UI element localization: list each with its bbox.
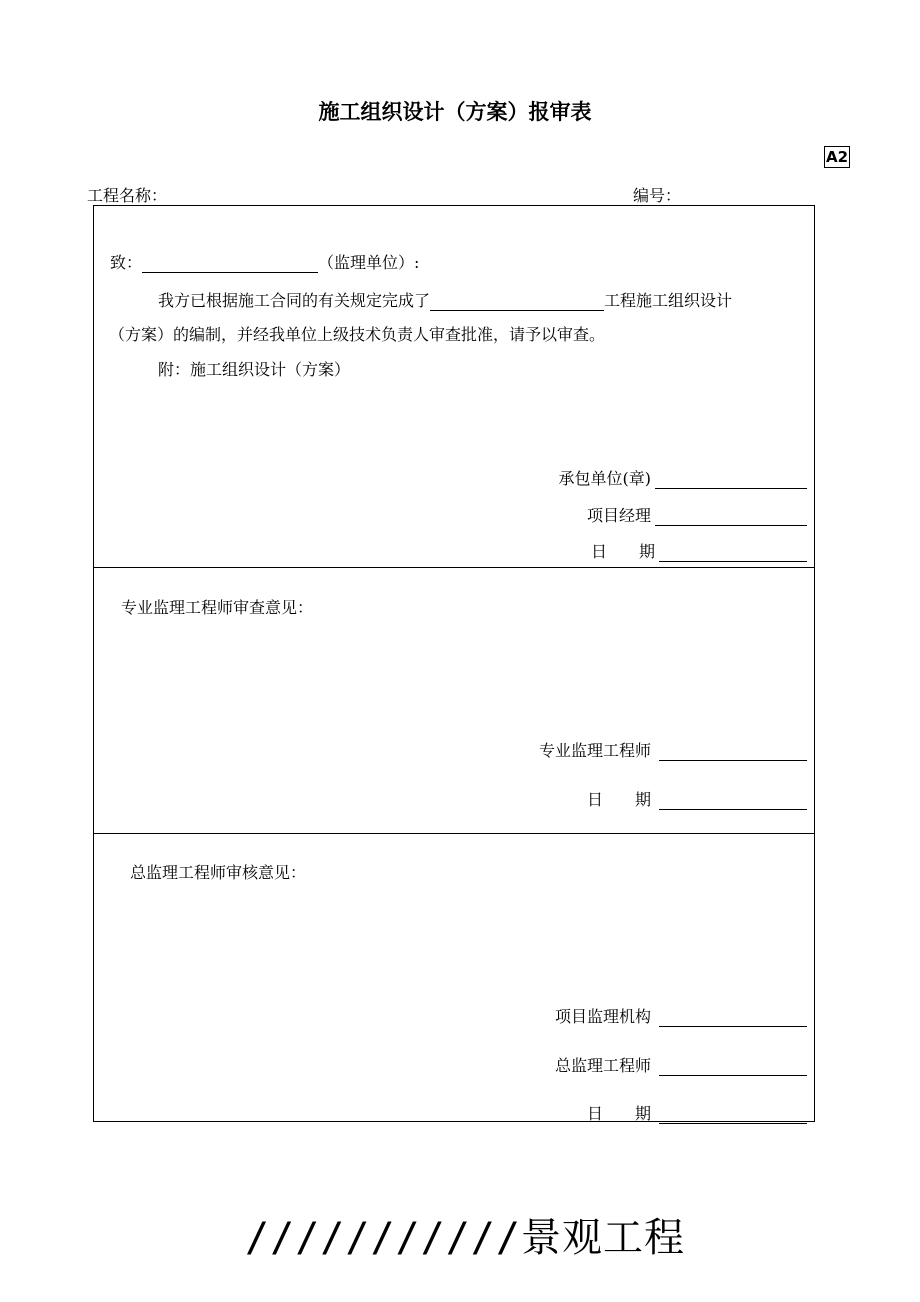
project-name-field[interactable] — [167, 187, 493, 206]
chief-signature-row — [555, 1053, 807, 1076]
form-code-badge: A2 — [826, 148, 849, 166]
body-line-2: （方案）的编制，并经我单位上级技术负责人审查批准，请予以审查。 — [109, 325, 606, 344]
attachment-line: 附：施工组织设计（方案） — [158, 360, 351, 379]
pm-label: 项目经理 — [586, 506, 651, 525]
number-row — [633, 183, 765, 206]
org-signature-row — [555, 1004, 807, 1027]
section-divider-1 — [93, 567, 815, 568]
body-line-1 — [158, 288, 732, 311]
date-row-1 — [591, 539, 807, 562]
page-title: 施工组织设计（方案）报审表 — [318, 99, 592, 124]
footer-slashes: /////////// — [245, 1215, 521, 1261]
date-row-2 — [587, 787, 807, 810]
project-name-row — [87, 183, 493, 206]
project-field[interactable] — [430, 292, 604, 311]
number-field[interactable] — [681, 187, 765, 206]
footer-banner — [0, 1206, 920, 1263]
org-label: 项目监理机构 — [554, 1007, 651, 1026]
chief-label: 总监理工程师 — [554, 1056, 651, 1075]
contractor-signature-row — [559, 466, 808, 489]
date-field-3[interactable] — [659, 1105, 807, 1124]
footer-text: 景观工程 — [520, 1215, 685, 1261]
number-label: 编号： — [633, 186, 682, 205]
engineer-signature-row — [539, 738, 807, 761]
date-label-1: 日 期 — [590, 542, 655, 561]
supervision-unit-label: （监理单位）: — [318, 253, 420, 272]
project-name-label: 工程名称： — [87, 186, 168, 205]
engineer-field[interactable] — [659, 742, 807, 761]
date-field-1[interactable] — [659, 543, 807, 562]
chief-field[interactable] — [659, 1057, 807, 1076]
chief-review-heading: 总监理工程师审核意见： — [130, 863, 307, 882]
to-label: 致： — [110, 253, 143, 272]
contractor-field[interactable] — [655, 470, 807, 489]
engineer-label: 专业监理工程师 — [538, 741, 651, 760]
date-row-3 — [587, 1101, 807, 1124]
body-text-part2: 工程施工组织设计 — [604, 291, 733, 310]
pm-field[interactable] — [655, 507, 807, 526]
body-text-part1: 我方已根据施工合同的有关规定完成了 — [158, 291, 431, 310]
supervision-unit-field[interactable] — [142, 254, 318, 273]
date-label-3: 日 期 — [586, 1104, 651, 1123]
date-label-2: 日 期 — [586, 790, 651, 809]
pm-signature-row — [587, 503, 807, 526]
date-field-2[interactable] — [659, 791, 807, 810]
org-field[interactable] — [659, 1008, 807, 1027]
contractor-label: 承包单位(章) — [558, 469, 651, 488]
section-divider-2 — [93, 833, 815, 834]
addressee-row — [110, 250, 419, 273]
engineer-review-heading: 专业监理工程师审查意见： — [121, 598, 314, 617]
